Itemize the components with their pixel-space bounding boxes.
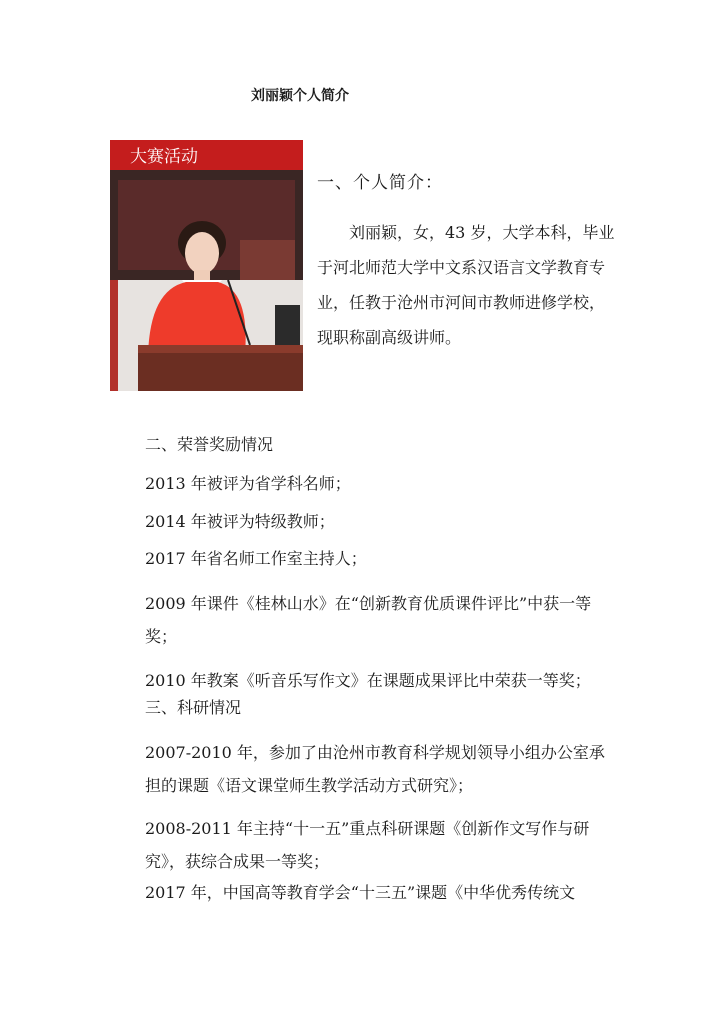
research-item: 2007-2010 年，参加了由沧州市教育科学规划领导小组办公室承担的课题《语文课堂师生教学活动方式研究》； <box>145 743 605 795</box>
research-item: 2008-2011 年主持“十一五”重点科研课题《创新作文写作与研究》，获综合成果一等奖； <box>145 819 590 871</box>
honor-item: 2014 年被评为特级教师； <box>145 512 335 531</box>
section-2-heading: 二、荣誉奖励情况 <box>145 435 274 454</box>
honor-item: 2010 年教案《听音乐写作文》在课题成果评比中荣获一等奖； <box>145 671 591 690</box>
honor-item: 2009 年课件《桂林山水》在“创新教育优质课件评比”中获一等奖； <box>145 594 592 646</box>
document-title: 刘丽颖个人简介 <box>251 88 349 104</box>
honor-item: 2017 年省名师工作室主持人； <box>145 549 367 568</box>
banner-text: 大赛活动 <box>130 147 198 167</box>
portrait-photo <box>110 140 303 391</box>
section-1-heading: 一、个人简介： <box>317 173 443 193</box>
honor-item: 2013 年被评为省学科名师； <box>145 474 351 493</box>
research-item: 2017 年，中国高等教育学会“十三五”课题《中华优秀传统文 <box>145 883 576 902</box>
person-speaking-at-podium-photo <box>110 140 303 391</box>
section-3-heading: 三、科研情况 <box>145 698 242 717</box>
bio-paragraph: 刘丽颖，女，43 岁，大学本科，毕业于河北师范大学中文系汉语言文学教育专业，任教于沧州市河间市教师进修学校，现职称副高级讲师。 <box>317 223 615 347</box>
